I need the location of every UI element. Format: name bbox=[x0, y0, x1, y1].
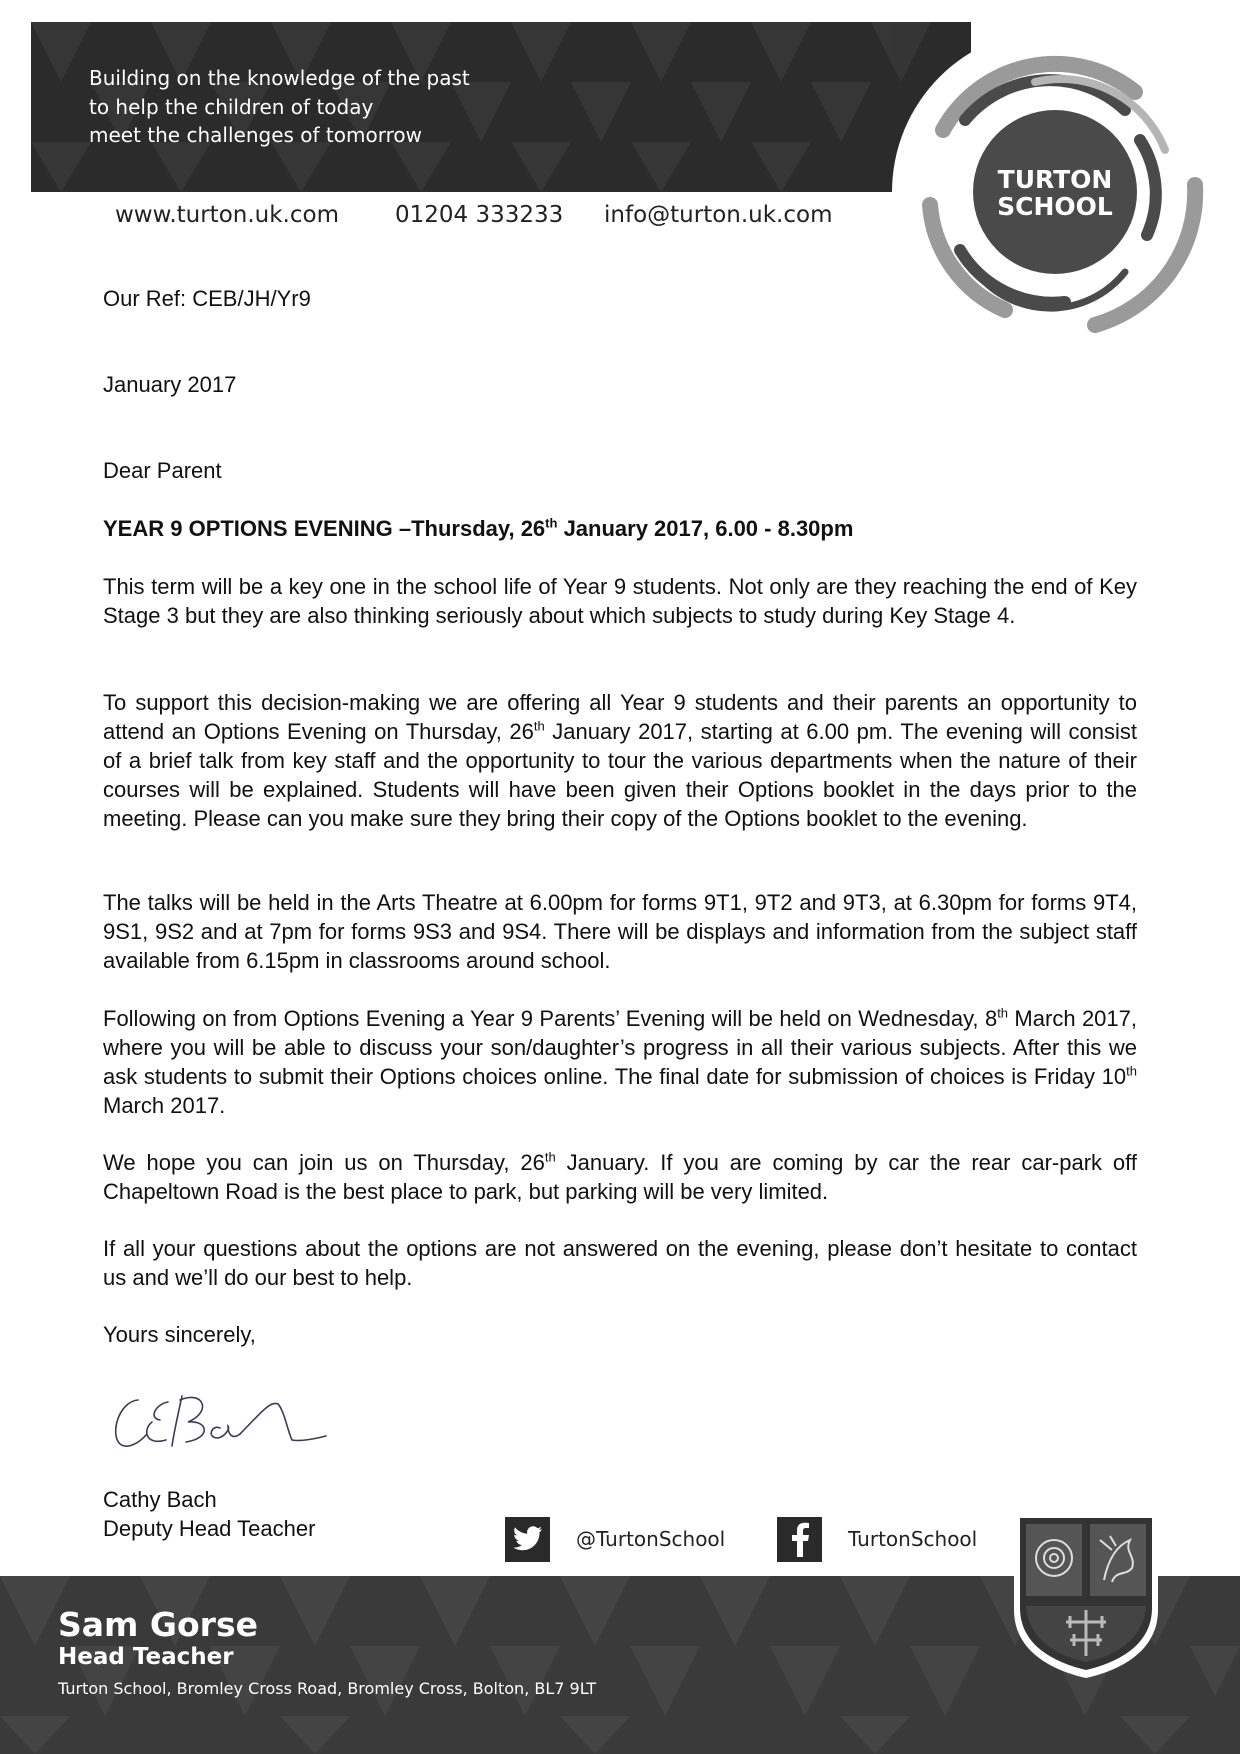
school-motto bbox=[89, 64, 470, 150]
text-run: We hope you can join us on Thursday, 26 bbox=[103, 1150, 545, 1175]
paragraph bbox=[103, 1234, 1137, 1292]
twitter-link[interactable] bbox=[505, 1518, 725, 1560]
text-run: January. If you are coming by car the rear car-park off Chapeltown Road is the best place to park, but parking will be very limited. bbox=[103, 1150, 1137, 1204]
heading-text: YEAR 9 OPTIONS EVENING –Thursday, 26 bbox=[103, 516, 546, 541]
paragraph bbox=[103, 888, 1137, 975]
paragraph bbox=[103, 688, 1137, 833]
facebook-handle[interactable]: TurtonSchool bbox=[848, 1527, 978, 1551]
text-run: January 2017, starting at 6.00 pm. The evening will consist of a brief talk from key staff and the opportunity to tour the various departments when the nature of their courses will be explained. Students will have been given their Options booklet in the days prior to the meeting. Please can you make sure they bring their copy of the Options booklet to the evening. bbox=[103, 719, 1137, 831]
logo-wordmark-line: TURTON bbox=[997, 165, 1113, 194]
letter-heading bbox=[103, 514, 1137, 543]
paragraph bbox=[103, 1004, 1137, 1120]
paragraph-text bbox=[103, 688, 1137, 833]
ordinal-suffix: th bbox=[1126, 1063, 1137, 1079]
paragraph-text: If all your questions about the options are not answered on the evening, please don’t hesitate to contact us and we’ll do our best to help. bbox=[103, 1236, 1137, 1290]
salutation: Dear Parent bbox=[103, 458, 222, 483]
facebook-icon[interactable] bbox=[777, 1517, 822, 1562]
phone-number: 01204 333233 bbox=[395, 202, 564, 228]
school-address: Turton School, Bromley Cross Road, Bromley Cross, Bolton, BL7 9LT bbox=[58, 1679, 597, 1698]
facebook-link[interactable] bbox=[777, 1518, 977, 1560]
paragraph bbox=[103, 1148, 1137, 1206]
paragraph-text bbox=[103, 1148, 1137, 1206]
ordinal-suffix: th bbox=[997, 1005, 1009, 1021]
signer-name: Cathy Bach bbox=[103, 1487, 217, 1512]
ordinal-suffix: th bbox=[545, 515, 558, 531]
logo-wordmark-line: SCHOOL bbox=[997, 192, 1113, 221]
ordinal-suffix: th bbox=[544, 1149, 556, 1165]
head-teacher-title: Head Teacher bbox=[58, 1644, 234, 1670]
paragraph bbox=[103, 572, 1137, 630]
twitter-handle[interactable]: @TurtonSchool bbox=[576, 1527, 726, 1551]
closing: Yours sincerely, bbox=[103, 1322, 256, 1347]
paragraph-text: This term will be a key one in the school life of Year 9 students. Not only are they reaching the end of Key Stage 3 but they are also thinking seriously about which subjects to study during Key Stage 4. bbox=[103, 574, 1137, 628]
heading-text: January 2017, 6.00 - 8.30pm bbox=[557, 516, 854, 541]
school-crest-icon bbox=[1012, 1510, 1160, 1680]
text-run: March 2017, where you will be able to discuss your son/daughter’s progress in all their various subjects. After this we ask students to submit their Options choices online. The final date for submission of choices is Friday 10 bbox=[103, 1006, 1138, 1089]
paragraph-text: The talks will be held in the Arts Theatre at 6.00pm for forms 9T1, 9T2 and 9T3, at 6.30pm for forms 9T4, 9S1, 9S2 and at 7pm for forms 9S3 and 9S4. There will be displays and information from the subject staff available from 6.15pm in classrooms around school. bbox=[103, 890, 1137, 973]
handwritten-signature bbox=[108, 1380, 328, 1460]
ordinal-suffix: th bbox=[533, 718, 545, 734]
motto-line: meet the challenges of tomorrow bbox=[89, 123, 422, 147]
motto-line: Building on the knowledge of the past bbox=[89, 66, 470, 90]
logo-wordmark bbox=[960, 166, 1150, 220]
signer-title: Deputy Head Teacher bbox=[103, 1516, 316, 1541]
text-run: Following on from Options Evening a Year 9 Parents’ Evening will be held on Wednesday, 8 bbox=[103, 1006, 998, 1031]
motto-line: to help the children of today bbox=[89, 94, 374, 119]
head-teacher-name: Sam Gorse bbox=[58, 1605, 258, 1644]
letter-date: January 2017 bbox=[103, 372, 237, 397]
website-link[interactable]: www.turton.uk.com bbox=[115, 202, 339, 228]
email-link[interactable]: info@turton.uk.com bbox=[604, 202, 833, 228]
text-run: To support this decision-making we are offering all Year 9 students and their parents an opportunity to attend an Options Evening on Thursday, 26 bbox=[103, 690, 1137, 744]
text-run: March 2017. bbox=[103, 1093, 226, 1118]
paragraph-text bbox=[103, 1004, 1137, 1120]
reference: Our Ref: CEB/JH/Yr9 bbox=[103, 286, 311, 311]
twitter-icon[interactable] bbox=[505, 1517, 550, 1562]
